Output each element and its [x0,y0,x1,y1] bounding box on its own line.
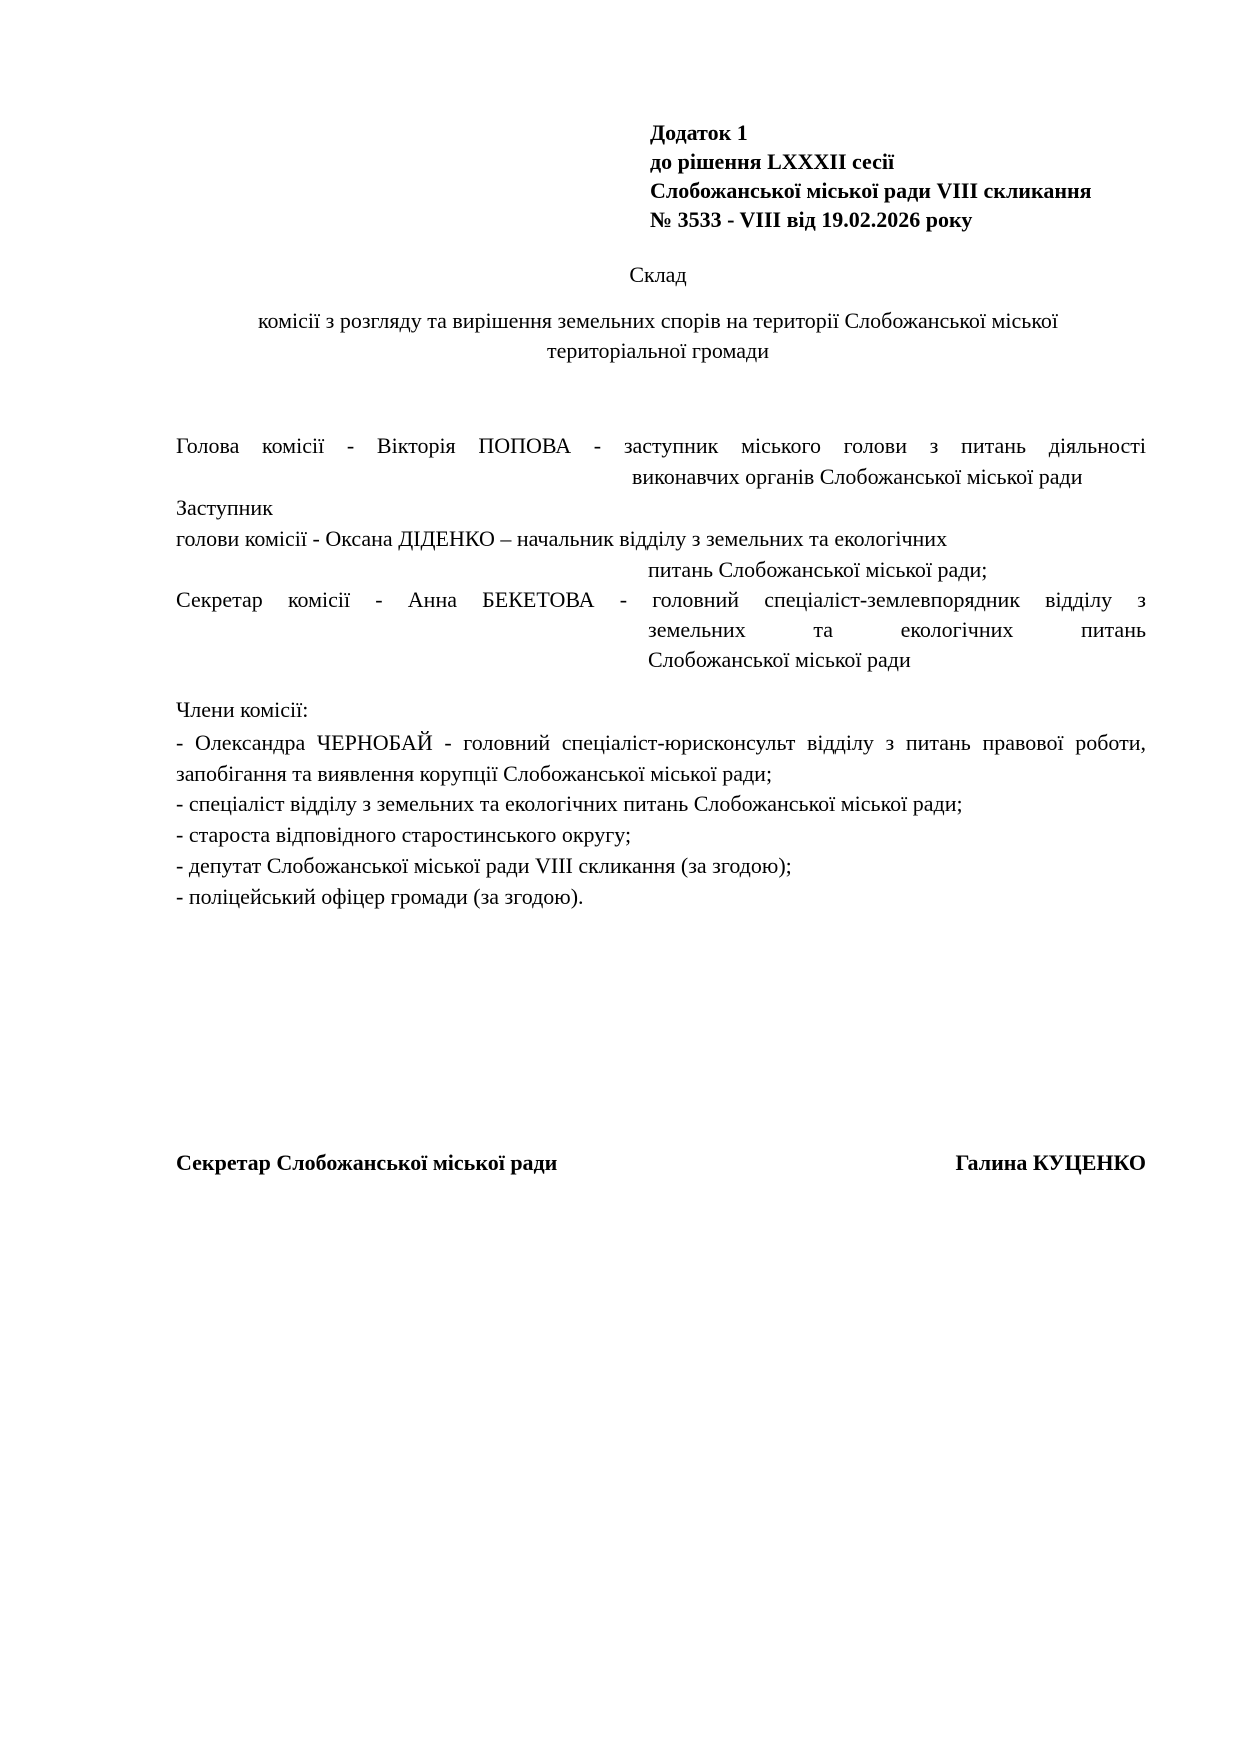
document-subtitle: комісії з розгляду та вирішення земельних спорів на території Слобожанської міської територіальної громади [257,308,1059,363]
head-line-2: виконавчих органів Слобожанської міської ради [632,464,1083,489]
appendix-line-1: Додаток 1 [650,120,748,145]
appendix-line-3: Слобожанської міської ради VIII скликання [650,178,1092,203]
appendix-header [650,118,1092,234]
member-item-5: - поліцейський офіцер громади (за згодою). [176,884,584,909]
document-title: Склад [629,262,687,287]
member-item-1: - Олександра ЧЕРНОБАЙ - головний спеціаліст-юрисконсульт відділу з питань правової роботи, запобігання та виявлення корупції Слобожанської міської ради; [176,730,1146,786]
secretary-line-3: Слобожанської міської ради [648,647,911,672]
member-item-3: - староста відповідного старостинського округу; [176,822,632,847]
deputy-label: Заступник [176,495,273,520]
member-item-4: - депутат Слобожанської міської ради VIII скликання (за згодою); [176,853,792,878]
secretary-line-2: земельних та екологічних питань [648,617,1146,642]
deputy-line-1: голови комісії - Оксана ДІДЕНКО – начальник відділу з земельних та екологічних [176,526,948,551]
deputy-line-2: питань Слобожанської міської ради; [648,557,988,582]
appendix-line-2: до рішення LXXXII сесії [650,149,895,174]
signature-name: Галина КУЦЕНКО [955,1150,1146,1175]
signature-position: Секретар Слобожанської міської ради [176,1150,558,1175]
secretary-line-1: Секретар комісії - Анна БЕКЕТОВА - головний спеціаліст-землевпорядник відділу з [176,587,1146,612]
members-title: Члени комісії: [176,697,309,722]
appendix-line-4: № 3533 - VIII від 19.02.2026 року [650,207,973,232]
head-line-1: Голова комісії - Вікторія ПОПОВА - заступник міського голови з питань діяльності [176,433,1146,458]
member-item-2: - спеціаліст відділу з земельних та екологічних питань Слобожанської міської ради; [176,791,963,816]
